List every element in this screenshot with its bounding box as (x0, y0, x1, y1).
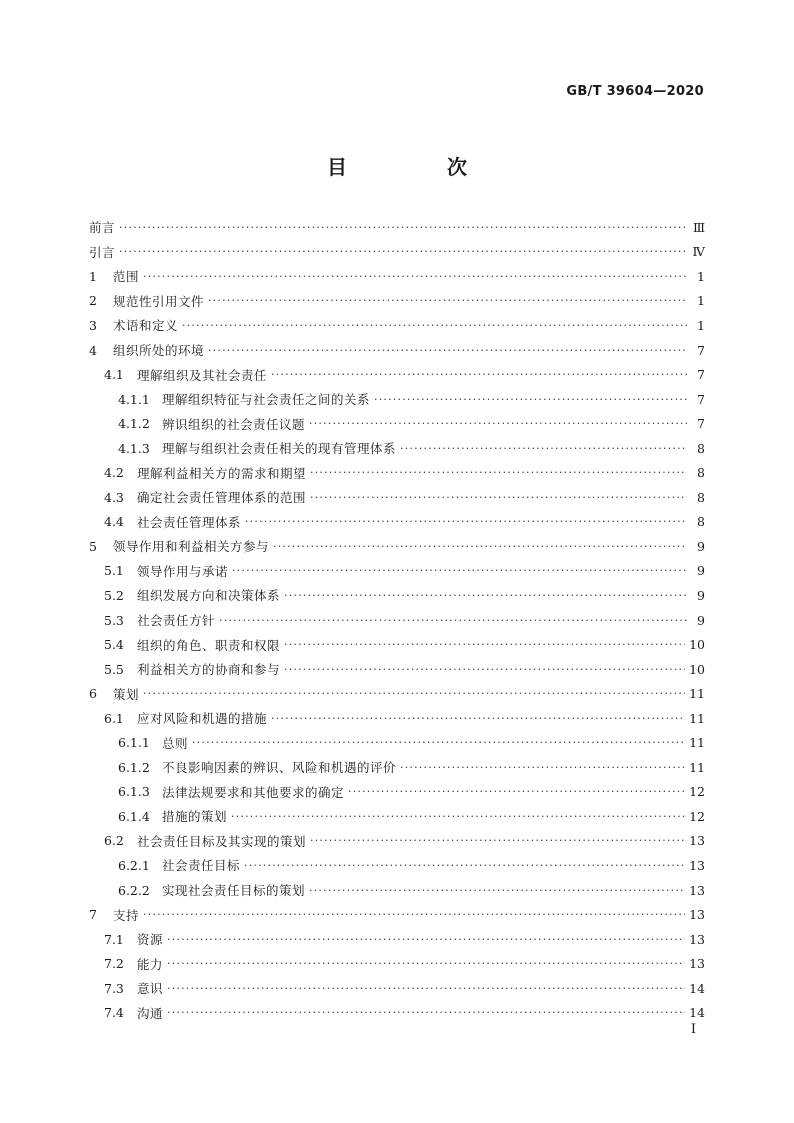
toc-entry-page: 12 (689, 808, 705, 824)
dot-leader (348, 785, 685, 798)
toc-entry-label: 法律法规要求和其他要求的确定 (162, 784, 345, 800)
toc-entry-number: 6 (89, 686, 97, 702)
toc-entry[interactable] (89, 387, 705, 412)
toc-entry[interactable] (89, 755, 705, 780)
toc-entry-label: 社会责任方针 (137, 613, 216, 629)
toc-entry[interactable] (89, 976, 705, 1001)
toc-entry[interactable] (89, 829, 705, 854)
toc-entry-number: 4.3 (104, 489, 124, 505)
toc-entry-page: 7 (697, 367, 705, 383)
toc-entry[interactable] (89, 215, 705, 240)
toc-entry-label: 能力 (137, 956, 164, 972)
toc-entry-label: 前言 (89, 220, 116, 236)
toc-entry-page: 9 (697, 563, 705, 579)
toc-entry-label: 措施的策划 (162, 809, 228, 825)
toc-entry[interactable] (89, 681, 705, 706)
dot-leader (167, 933, 685, 946)
toc-entry-number: 6.1.4 (118, 808, 150, 824)
dot-leader (167, 957, 685, 970)
toc-entry-page: 8 (697, 489, 705, 505)
dot-leader (273, 540, 687, 553)
toc-entry-number: 5.5 (104, 661, 124, 677)
toc-entry-number: 7.4 (104, 1005, 124, 1021)
toc-entry-page: 13 (689, 857, 705, 873)
toc-entry-number: 6.1.2 (118, 759, 150, 775)
dot-leader (245, 515, 687, 528)
toc-entry-page: 11 (689, 759, 705, 775)
toc-entry-label: 资源 (137, 932, 164, 948)
page-title: 目 次 (327, 155, 507, 179)
toc-entry-page: Ⅳ (692, 244, 705, 260)
toc-entry-page: 13 (689, 956, 705, 972)
dot-leader (208, 344, 687, 357)
toc-entry[interactable] (89, 510, 705, 535)
dot-leader (244, 859, 685, 872)
toc-entry[interactable] (89, 240, 705, 265)
toc-entry-label: 不良影响因素的辨识、风险和机遇的评价 (162, 760, 397, 776)
dot-leader (167, 982, 685, 995)
toc-entry[interactable] (89, 583, 705, 608)
toc-entry[interactable] (89, 411, 705, 436)
dot-leader (400, 442, 687, 455)
toc-entry[interactable] (89, 730, 705, 755)
toc-entry-number: 4.1.2 (118, 416, 150, 432)
dot-leader (284, 638, 685, 651)
toc-entry-number: 3 (89, 317, 97, 333)
dot-leader (271, 368, 687, 381)
toc-entry-label: 社会责任目标及其实现的策划 (137, 833, 307, 849)
toc-entry-page: 14 (689, 980, 705, 996)
toc-entry-label: 辨识组织的社会责任议题 (162, 416, 306, 432)
toc-entry[interactable] (89, 436, 705, 461)
toc-entry-label: 组织所处的环境 (113, 343, 205, 358)
toc-entry-label: 总则 (162, 735, 189, 751)
dot-leader (374, 393, 687, 406)
toc-entry-page: 9 (697, 612, 705, 628)
toc-entry-number: 6.1 (104, 710, 124, 726)
dot-leader (309, 417, 687, 430)
toc-entry[interactable] (89, 1001, 705, 1026)
toc-entry-label: 范围 (113, 269, 140, 285)
toc-entry-page: 13 (689, 907, 705, 923)
toc-entry-page: 10 (689, 661, 705, 677)
dot-leader (310, 834, 685, 847)
toc-entry-number: 6.1.1 (118, 735, 150, 751)
toc-entry-page: 13 (689, 833, 705, 849)
toc-entry-label: 理解组织特征与社会责任之间的关系 (162, 392, 371, 408)
toc-entry[interactable] (89, 804, 705, 829)
toc-entry[interactable] (89, 460, 705, 485)
toc-entry[interactable] (89, 706, 705, 731)
toc-entry-label: 社会责任目标 (162, 858, 241, 874)
toc-entry-page: Ⅲ (692, 219, 705, 235)
toc-entry[interactable] (89, 289, 705, 314)
toc-entry-number: 4.1.1 (118, 391, 150, 407)
toc-entry-label: 利益相关方的协商和参与 (137, 662, 281, 678)
toc-entry[interactable] (89, 264, 705, 289)
toc-entry-page: 1 (697, 317, 705, 333)
dot-leader (219, 614, 687, 627)
toc-entry-label: 实现社会责任目标的策划 (162, 883, 306, 899)
dot-leader (271, 712, 685, 725)
toc-entry-label: 领导作用和利益相关方参与 (113, 539, 270, 555)
dot-leader (143, 687, 685, 700)
dot-leader (208, 294, 687, 307)
toc-entry-label: 社会责任管理体系 (137, 514, 242, 530)
dot-leader (182, 319, 687, 332)
toc-entry-number: 5.4 (104, 637, 124, 653)
toc-entry-number: 4.1 (104, 367, 124, 383)
dot-leader (143, 908, 685, 921)
toc-entry-page: 1 (697, 268, 705, 284)
toc-entry-number: 6.2 (104, 833, 124, 849)
toc-entry-number: 7.3 (104, 980, 124, 996)
table-of-contents (89, 215, 705, 1025)
toc-entry-page: 8 (697, 465, 705, 481)
toc-entry-label: 沟通 (137, 1005, 164, 1021)
toc-entry-number: 5 (89, 538, 97, 554)
dot-leader (167, 1006, 685, 1019)
toc-entry-page: 12 (689, 784, 705, 800)
toc-entry[interactable] (89, 878, 705, 903)
toc-entry-label: 领导作用与承诺 (137, 563, 229, 579)
toc-entry[interactable] (89, 338, 705, 363)
toc-entry[interactable] (89, 902, 705, 927)
toc-entry-label: 确定社会责任管理体系的范围 (137, 490, 307, 506)
toc-entry[interactable] (89, 362, 705, 387)
toc-entry-page: 13 (689, 882, 705, 898)
toc-entry[interactable] (89, 780, 705, 805)
toc-entry-number: 7.2 (104, 956, 124, 972)
toc-entry[interactable] (89, 485, 705, 510)
dot-leader (143, 270, 687, 283)
toc-entry-number: 5.1 (104, 563, 124, 579)
dot-leader (232, 564, 687, 577)
page-number: I (690, 1022, 696, 1037)
dot-leader (400, 761, 685, 774)
toc-entry[interactable] (89, 951, 705, 976)
toc-entry-number: 6.2.1 (118, 857, 150, 873)
toc-entry-label: 引言 (89, 244, 116, 260)
toc-entry-number: 5.3 (104, 612, 124, 628)
dot-leader (231, 810, 685, 823)
toc-entry-page: 7 (697, 416, 705, 432)
toc-entry-page: 13 (689, 931, 705, 947)
toc-entry[interactable] (89, 559, 705, 584)
dot-leader (309, 884, 685, 897)
toc-entry-label: 应对风险和机遇的措施 (137, 711, 268, 727)
toc-entry[interactable] (89, 608, 705, 633)
dot-leader (284, 663, 685, 676)
toc-entry[interactable] (89, 632, 705, 657)
toc-entry[interactable] (89, 853, 705, 878)
toc-entry-number: 4 (89, 342, 97, 358)
toc-entry-page: 9 (697, 538, 705, 554)
toc-entry-number: 4.4 (104, 514, 124, 530)
toc-entry-page: 14 (689, 1005, 705, 1021)
toc-entry-label: 术语和定义 (113, 318, 179, 334)
toc-entry-page: 11 (689, 735, 705, 751)
toc-entry[interactable] (89, 534, 705, 559)
toc-entry[interactable] (89, 927, 705, 952)
toc-entry-label: 理解利益相关方的需求和期望 (137, 465, 307, 481)
toc-entry-number: 7.1 (104, 931, 124, 947)
toc-entry-label: 组织的角色、职责和权限 (137, 637, 281, 653)
dot-leader (284, 589, 687, 602)
toc-entry-label: 支持 (113, 907, 140, 923)
toc-entry[interactable] (89, 313, 705, 338)
toc-entry-page: 1 (697, 293, 705, 309)
toc-entry-label: 策划 (113, 686, 140, 702)
dot-leader (119, 245, 687, 258)
toc-entry-number: 6.2.2 (118, 882, 150, 898)
toc-entry-page: 11 (689, 686, 705, 702)
toc-entry-page: 10 (689, 637, 705, 653)
toc-entry-number: 4.2 (104, 465, 124, 481)
dot-leader (119, 221, 687, 234)
toc-entry-label: 意识 (137, 981, 164, 997)
toc-entry-number: 5.2 (104, 587, 124, 603)
dot-leader (310, 466, 687, 479)
toc-entry-page: 8 (697, 440, 705, 456)
toc-entry-label: 理解与组织社会责任相关的现有管理体系 (162, 441, 397, 457)
toc-entry-number: 2 (89, 293, 97, 309)
toc-entry-number: 1 (89, 268, 97, 284)
toc-entry-label: 规范性引用文件 (113, 293, 205, 309)
dot-leader (310, 491, 687, 504)
toc-entry-number: 6.1.3 (118, 784, 150, 800)
toc-entry-page: 8 (697, 514, 705, 530)
toc-entry-page: 9 (697, 587, 705, 603)
toc-entry-page: 7 (697, 391, 705, 407)
toc-entry-number: 7 (89, 907, 97, 923)
toc-entry-number: 4.1.3 (118, 440, 150, 456)
toc-entry-label: 理解组织及其社会责任 (137, 367, 268, 383)
toc-entry[interactable] (89, 657, 705, 682)
dot-leader (192, 736, 685, 749)
toc-entry-page: 7 (697, 342, 705, 358)
standard-code: GB/T 39604—2020 (566, 84, 704, 99)
toc-entry-label: 组织发展方向和决策体系 (137, 588, 281, 604)
toc-entry-page: 11 (689, 710, 705, 726)
